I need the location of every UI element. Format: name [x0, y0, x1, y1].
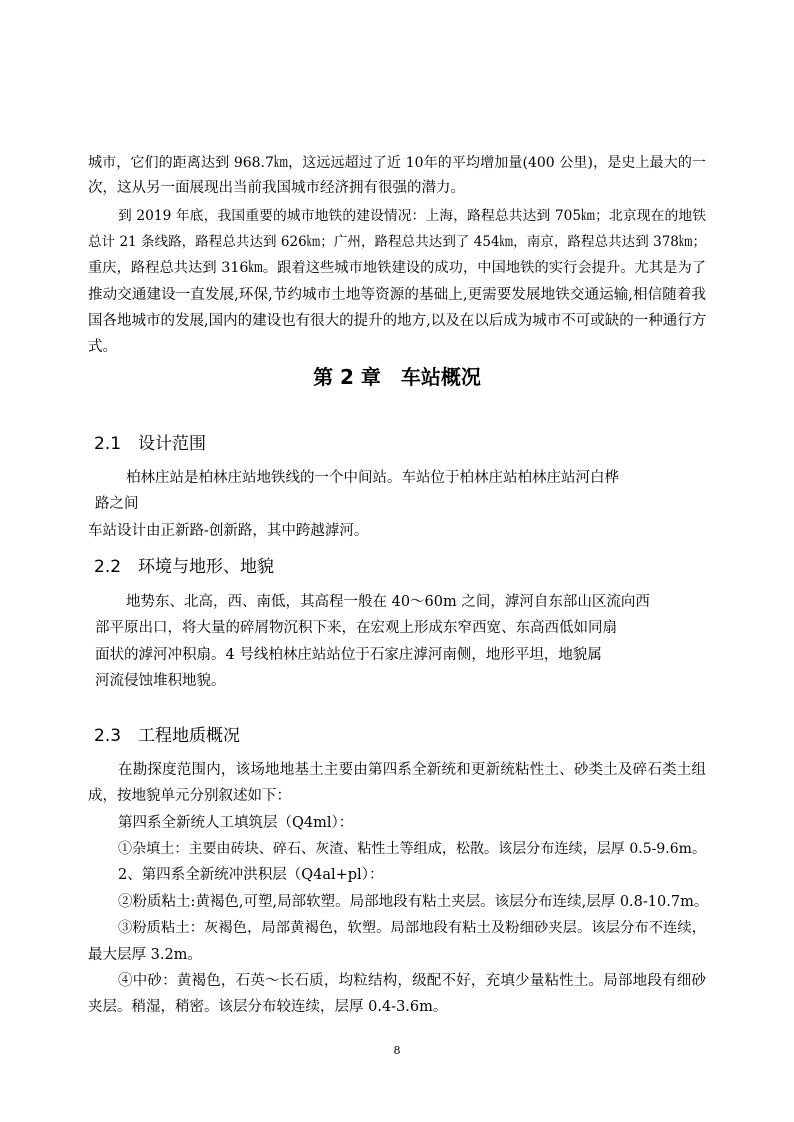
- section-2-3-title: 2.3 工程地质概况: [94, 726, 241, 746]
- section-2-2-line-2: 部平原出口，将大量的碎屑物沉积下来，在宏观上形成东窄西宽、东高西低如同扇: [95, 620, 617, 636]
- section-2-1-line-2: 路之间: [95, 496, 139, 512]
- section-2-3-line-7: ③粉质粘土：灰褐色，局部黄褐色，软塑。局部地段有粘土及粉细砂夹层。该层分布不连续，: [118, 920, 706, 936]
- section-2-2-line-3: 面状的滹河冲积扇。4 号线柏林庄站站位于石家庄滹河南侧，地形平坦，地貌属: [95, 647, 602, 663]
- section-2-3-line-9: ④中砂：黄褐色，石英～长石质，均粒结构，级配不好，充填少量粘性土。局部地段有细砂: [118, 973, 706, 989]
- section-2-3-line-2: 成，按地貌单元分别叙述如下：: [88, 788, 291, 804]
- section-2-3-line-3: 第四系全新统人工填筑层（Q4ml）：: [118, 815, 354, 831]
- intro-line-3: 到 2019 年底，我国重要的城市地铁的建设情况：上海，路程总共达到 705㎞；北京现在的地铁: [118, 208, 706, 224]
- section-2-3-line-5: 2、第四系全新统冲洪积层（Q4al+pl）：: [118, 867, 384, 883]
- intro-line-5: 重庆，路程总共达到 316㎞。跟着这些城市地铁建设的成功，中国地铁的实行会提升。尤其是为了: [88, 260, 706, 276]
- intro-line-6: 推动交通建设一直发展,环保,节约城市土地等资源的基础上,更需要发展地铁交通运输,相信随着我: [88, 287, 706, 303]
- section-2-2-line-4: 河流侵蚀堆积地貌。: [95, 673, 226, 689]
- section-2-3-line-4: ①杂填土：主要由砖块、碎石、灰渣、粘性土等组成，松散。该层分布连续，层厚 0.5-9.6m。: [118, 841, 706, 857]
- section-2-1-title: 2.1 设计范围: [94, 434, 207, 454]
- intro-line-2: 次，这从另一面展现出当前我国城市经济拥有很强的潜力。: [88, 180, 465, 196]
- section-2-1-line-3: 车站设计由正新路-创新路，其中跨越滹河。: [88, 523, 369, 539]
- chapter-title: 第 2 章 车站概况: [313, 365, 481, 389]
- section-2-3-line-6: ②粉质粘土:黄褐色,可塑,局部软塑。局部地段有粘土夹层。该层分布连续,层厚 0.8-10.7m。: [118, 894, 709, 910]
- section-2-2-line-1: 地势东、北高，西、南低，其高程一般在 40～60m 之间，滹河自东部山区流向西: [126, 594, 650, 610]
- intro-line-4: 总计 21 条线路，路程总共达到 626㎞；广州，路程总共达到了 454㎞，南京，路程总共达到 378㎞；: [88, 234, 706, 250]
- section-2-1-line-1: 柏林庄站是柏林庄站地铁线的一个中间站。车站位于柏林庄站柏林庄站河白桦: [126, 470, 619, 486]
- intro-line-7: 国各地城市的发展,国内的建设也有很大的提升的地方,以及在以后成为城市不可或缺的一种通行方: [88, 313, 707, 329]
- section-2-2-title: 2.2 环境与地形、地貌: [94, 557, 275, 577]
- intro-line-1: 城市，它们的距离达到 968.7㎞，这远远超过了近 10年的平均增加量(400 公里)，是史上最大的一: [88, 155, 706, 171]
- section-2-3-line-10: 夹层。稍湿，稍密。该层分布较连续，层厚 0.4-3.6m。: [88, 999, 448, 1015]
- page-number: 8: [393, 1044, 401, 1057]
- section-2-3-line-1: 在勘探度范围内，该场地地基土主要由第四系全新统和更新统粘性土、砂类土及碎石类土组: [118, 762, 706, 778]
- intro-line-8: 式。: [88, 339, 117, 355]
- section-2-3-line-8: 最大层厚 3.2m。: [88, 947, 202, 963]
